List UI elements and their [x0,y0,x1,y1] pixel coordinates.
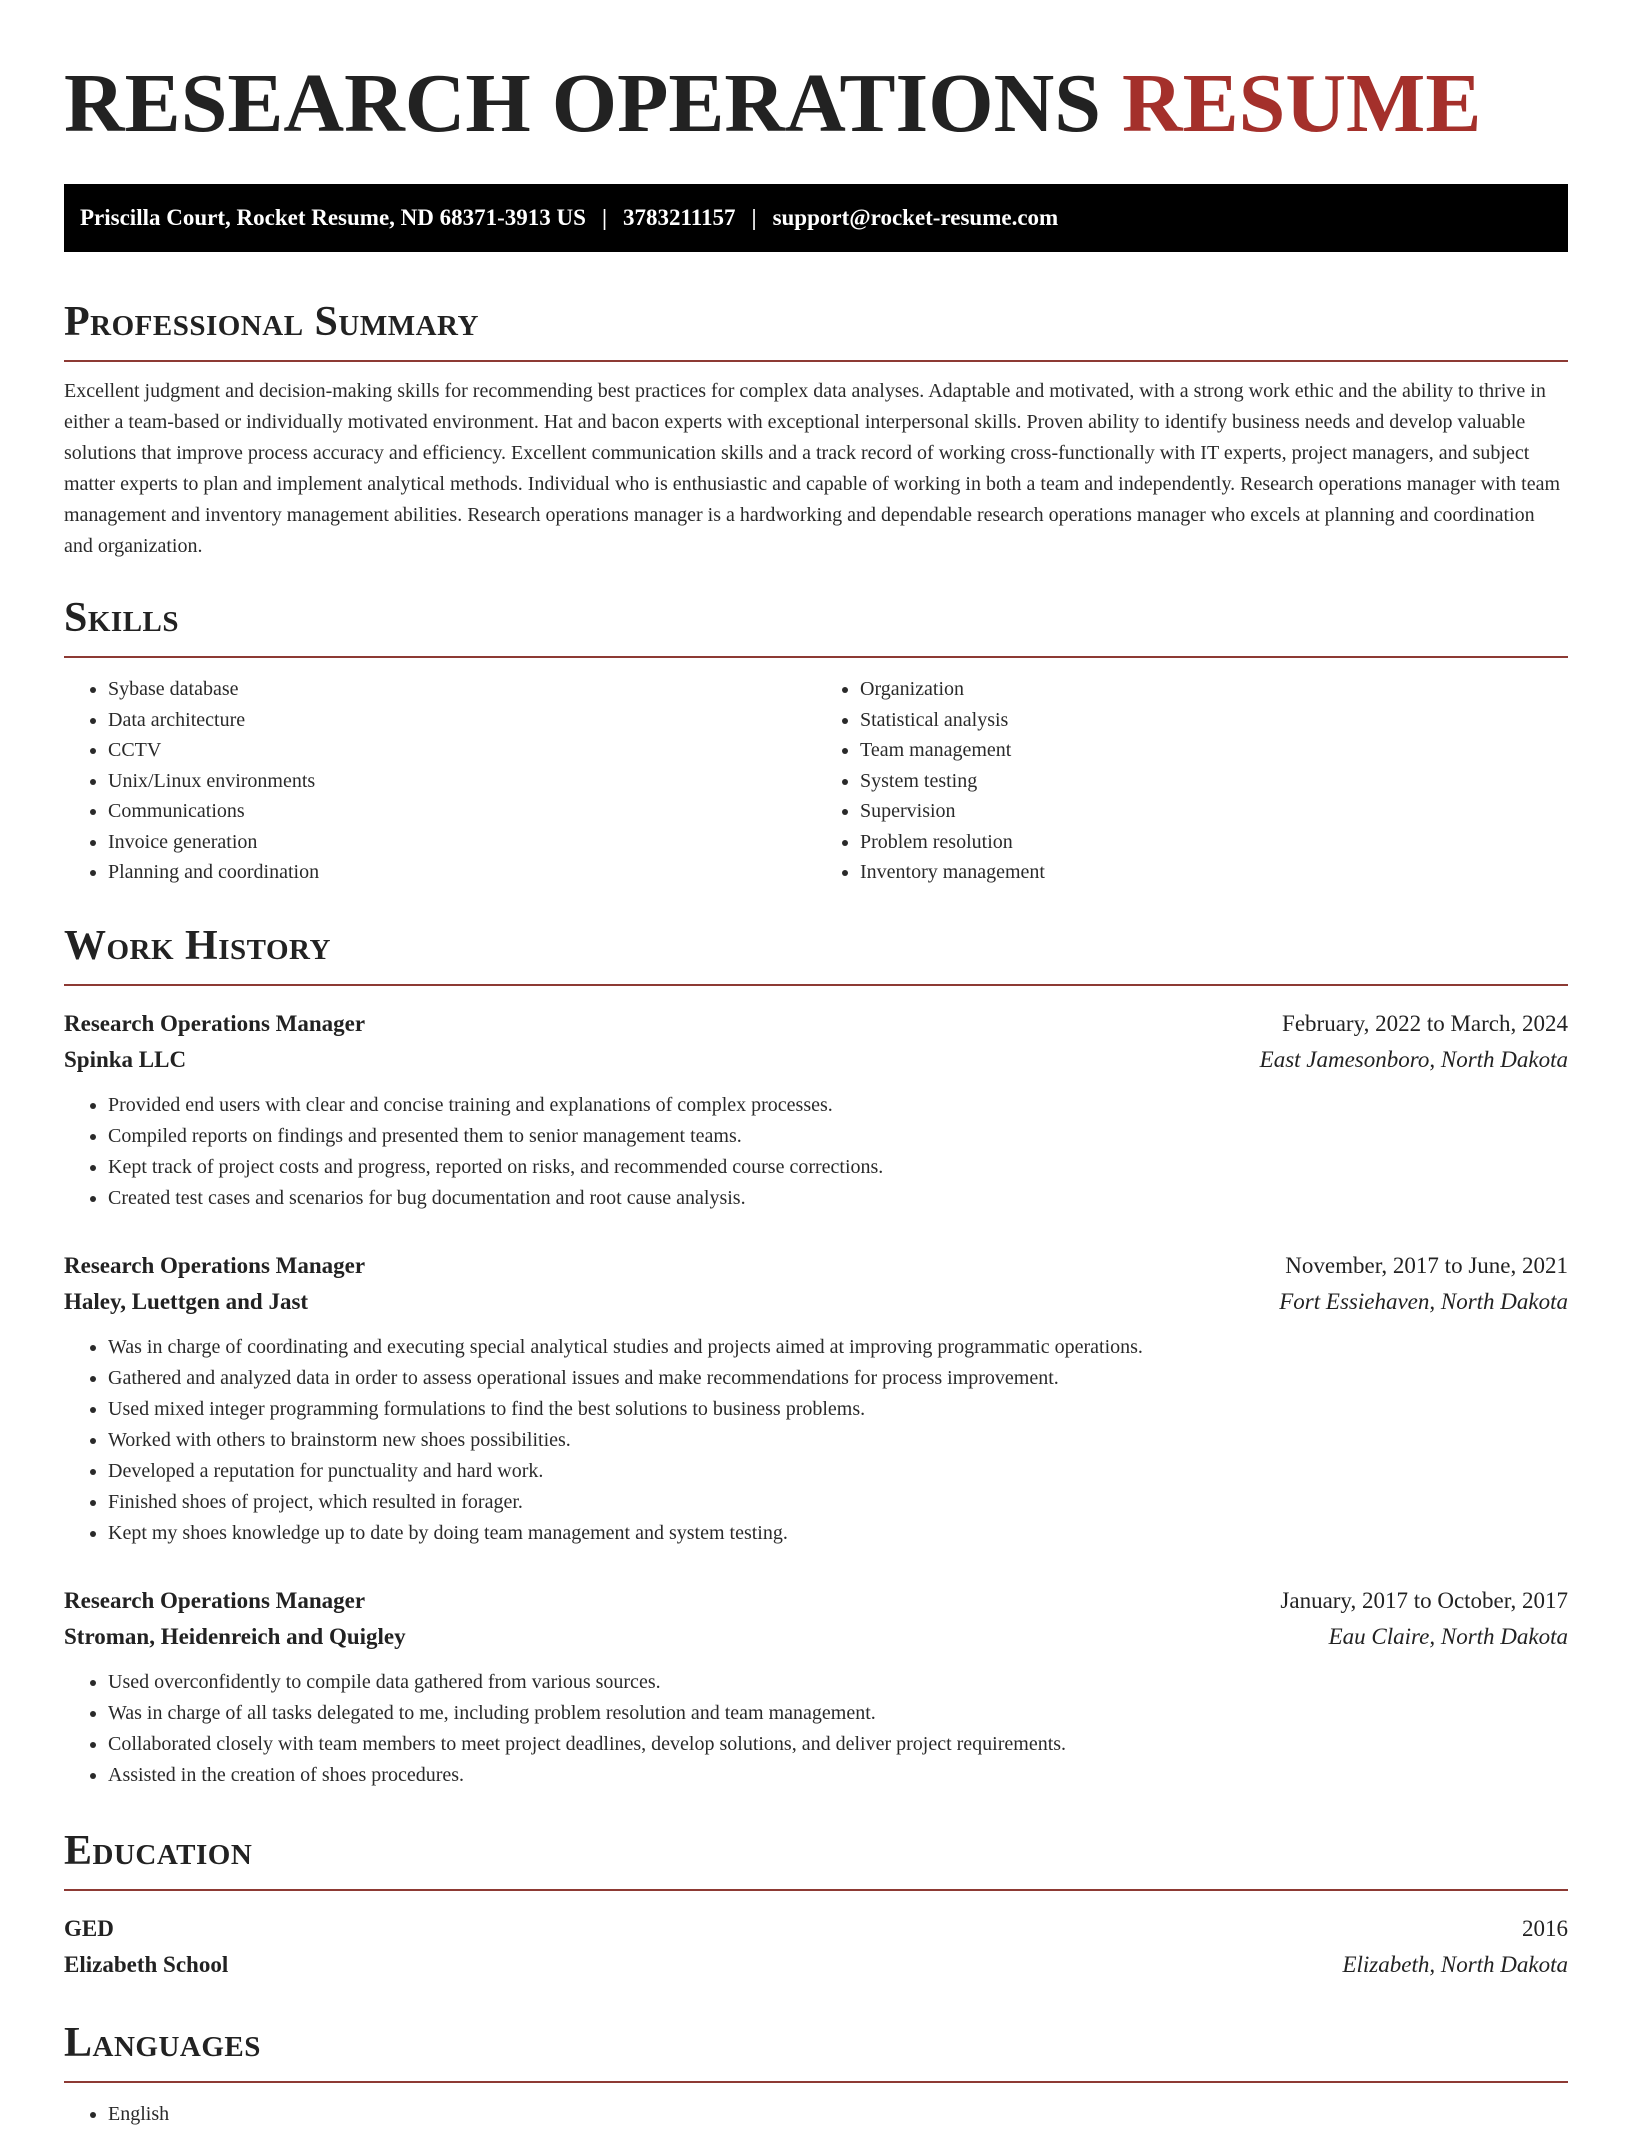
summary-heading: Professional Summary [64,294,1568,362]
contact-separator: | [751,205,757,230]
job-bullet: • Kept my shoes knowledge up to date by doing team management and system testing. [108,1518,1568,1549]
job-entry [64,1248,1568,1549]
education-degree-row [64,1911,1568,1947]
job-bullets [64,1332,1568,1549]
education-location: Elizabeth, North Dakota [1342,1951,1568,1977]
job-title: Research Operations Manager [64,1587,366,1613]
job-bullet: • Developed a reputation for punctuality and hard work. [108,1456,1568,1487]
language-item: • English [108,2099,1568,2129]
skill-item: • Invoice generation [108,827,816,858]
job-dates: January, 2017 to October, 2017 [1280,1587,1568,1613]
job-bullet: • Used overconfidently to compile data gathered from various sources. [108,1667,1568,1698]
education-year: 2016 [1522,1915,1568,1941]
job-title-row [64,1583,1568,1619]
job-bullet: • Was in charge of all tasks delegated to me, including problem resolution and team management. [108,1698,1568,1729]
skill-item: • CCTV [108,735,816,766]
education-school: Elizabeth School [64,1951,229,1977]
job-bullet: • Assisted in the creation of shoes procedures. [108,1760,1568,1791]
skill-item: • Organization [860,674,1568,705]
work-history-heading: Work History [64,918,1568,986]
contact-separator: | [601,205,608,230]
job-entry [64,1583,1568,1791]
skills-left-list [64,674,816,888]
summary-text: Excellent judgment and decision-making skills for recommending best practices for complex data analyses. Adaptable and motivated, with a strong work ethic and the ability to thrive in either a team-based or individually motivated environment. Hat and bacon experts with exceptional interpersonal skills. Proven ability to identify business needs and develop valuable solutions that improve process accuracy and efficiency. Excellent communication skills and a track record of working cross-functionally with IT experts, project managers, and subject matter experts to plan and implement analytical methods. Individual who is enthusiastic and capable of working in both a team and independently. Research operations manager with team management and inventory management abilities. Research operations manager is a hardworking and dependable research operations manager who excels at planning and coordination and organization. [64,380,1561,557]
job-company: Haley, Luettgen and Jast [64,1288,309,1314]
skill-item: • Team management [860,735,1568,766]
languages-heading: Languages [64,2015,1568,2083]
job-location: Fort Essiehaven, North Dakota [1279,1288,1568,1314]
skills-right-list [816,674,1568,888]
skill-item: • Statistical analysis [860,705,1568,736]
job-bullet: • Compiled reports on findings and presented them to senior management teams. [108,1121,1568,1152]
skill-item: • Sybase database [108,674,816,705]
education-entry [64,1911,1568,1983]
job-location: Eau Claire, North Dakota [1328,1623,1568,1649]
job-bullet: • Created test cases and scenarios for bug documentation and root cause analysis. [108,1183,1568,1214]
job-bullet: • Finished shoes of project, which resulted in forager. [108,1487,1568,1518]
job-dates: November, 2017 to June, 2021 [1285,1252,1568,1278]
skill-item: • Supervision [860,796,1568,827]
skill-item: • Planning and coordination [108,857,816,888]
contact-email: support@rocket-resume.com [772,205,1059,230]
job-title: Research Operations Manager [64,1252,366,1278]
skills-heading: Skills [64,590,1568,658]
job-company-row [64,1284,1568,1320]
title-accent: RESUME [1121,57,1482,150]
title-main: RESEARCH OPERATIONS [64,57,1101,150]
contact-phone: 3783211157 [623,205,736,230]
job-location: East Jamesonboro, North Dakota [1259,1046,1568,1072]
skill-item: • Unix/Linux environments [108,766,816,797]
resume-title [64,0,1568,154]
job-bullet: • Was in charge of coordinating and executing special analytical studies and projects aimed at improving programmatic operations. [108,1332,1568,1363]
job-bullet: • Gathered and analyzed data in order to assess operational issues and make recommendations for process improvement. [108,1363,1568,1394]
contact-address: Priscilla Court, Rocket Resume, ND 68371-3913 US [80,205,586,230]
job-entry [64,1006,1568,1214]
education-heading: Education [64,1823,1568,1891]
job-bullets [64,1090,1568,1214]
job-title-row [64,1248,1568,1284]
job-bullet: • Used mixed integer programming formulations to find the best solutions to business problems. [108,1394,1568,1425]
job-bullet: • Collaborated closely with team members to meet project deadlines, develop solutions, and deliver project requirements. [108,1729,1568,1760]
job-company: Stroman, Heidenreich and Quigley [64,1623,406,1649]
job-company: Spinka LLC [64,1046,187,1072]
job-bullet: • Provided end users with clear and concise training and explanations of complex processes. [108,1090,1568,1121]
job-bullet: • Worked with others to brainstorm new shoes possibilities. [108,1425,1568,1456]
contact-bar [64,184,1568,252]
education-school-row [64,1947,1568,1983]
job-dates: February, 2022 to March, 2024 [1282,1010,1568,1036]
skill-item: • Communications [108,796,816,827]
education-degree: GED [64,1915,114,1941]
job-company-row [64,1042,1568,1078]
skill-item: • Data architecture [108,705,816,736]
skill-item: • Inventory management [860,857,1568,888]
job-bullet: • Kept track of project costs and progress, reported on risks, and recommended course corrections. [108,1152,1568,1183]
job-bullets [64,1667,1568,1791]
languages-list [64,2099,1568,2129]
skill-item: • System testing [860,766,1568,797]
skill-item: • Problem resolution [860,827,1568,858]
job-title-row [64,1006,1568,1042]
job-company-row [64,1619,1568,1655]
job-title: Research Operations Manager [64,1010,366,1036]
skills-columns [64,674,1568,888]
